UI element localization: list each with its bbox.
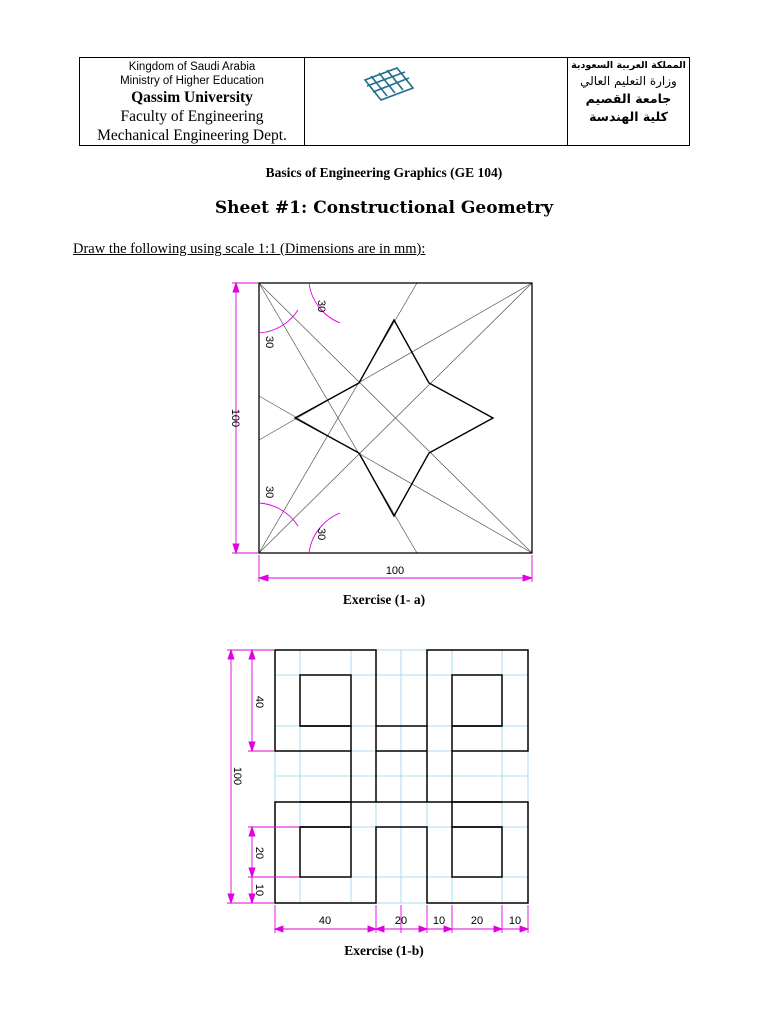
country-ar: المملكة العربية السعودية [571,60,686,71]
dim-b-40-horizontal: 40 [318,915,332,927]
dim-b-20b-horizontal: 20 [470,915,484,927]
exercise-b-caption: Exercise (1-b) [344,943,424,958]
department-en: Mechanical Engineering Dept. [97,127,287,144]
construction-grid [275,650,528,903]
dim-b-10-vertical: 10 [253,883,265,897]
ministry-en: Ministry of Higher Education [120,75,264,87]
ministry-ar: وزارة التعليم العالي [580,74,677,88]
country-en: Kingdom of Saudi Arabia [128,61,256,73]
dim-b-40-vertical: 40 [253,695,265,709]
faculty-ar: كلية الهندسة [589,109,668,124]
exercise-a-caption: Exercise (1- a) [342,592,426,607]
angle-label-1: 30 [315,300,327,313]
angle-label-4: 30 [315,528,327,541]
angle-label-2: 30 [263,336,275,349]
dim-b-10b-horizontal: 10 [508,915,522,927]
dim-b-100-vertical: 100 [231,766,243,786]
faculty-en: Faculty of Engineering [120,108,264,125]
angle-label-3: 30 [263,486,275,499]
dim-b-20-vertical: 20 [253,846,265,860]
dim-width-a: 100 [385,565,405,577]
university-ar: جامعة القصيم [585,91,672,106]
pattern-outline [275,650,528,903]
sheet-title: Sheet #1: Constructional Geometry [214,198,554,218]
dim-b-10-horizontal: 10 [432,915,446,927]
dim-height-a: 100 [229,408,241,428]
instruction-text: Draw the following using scale 1:1 (Dimensions are in mm): [73,241,426,257]
dim-b-20-horizontal: 20 [394,915,408,927]
university-en: Qassim University [131,89,253,106]
course-title: Basics of Engineering Graphics (GE 104) [265,165,503,180]
